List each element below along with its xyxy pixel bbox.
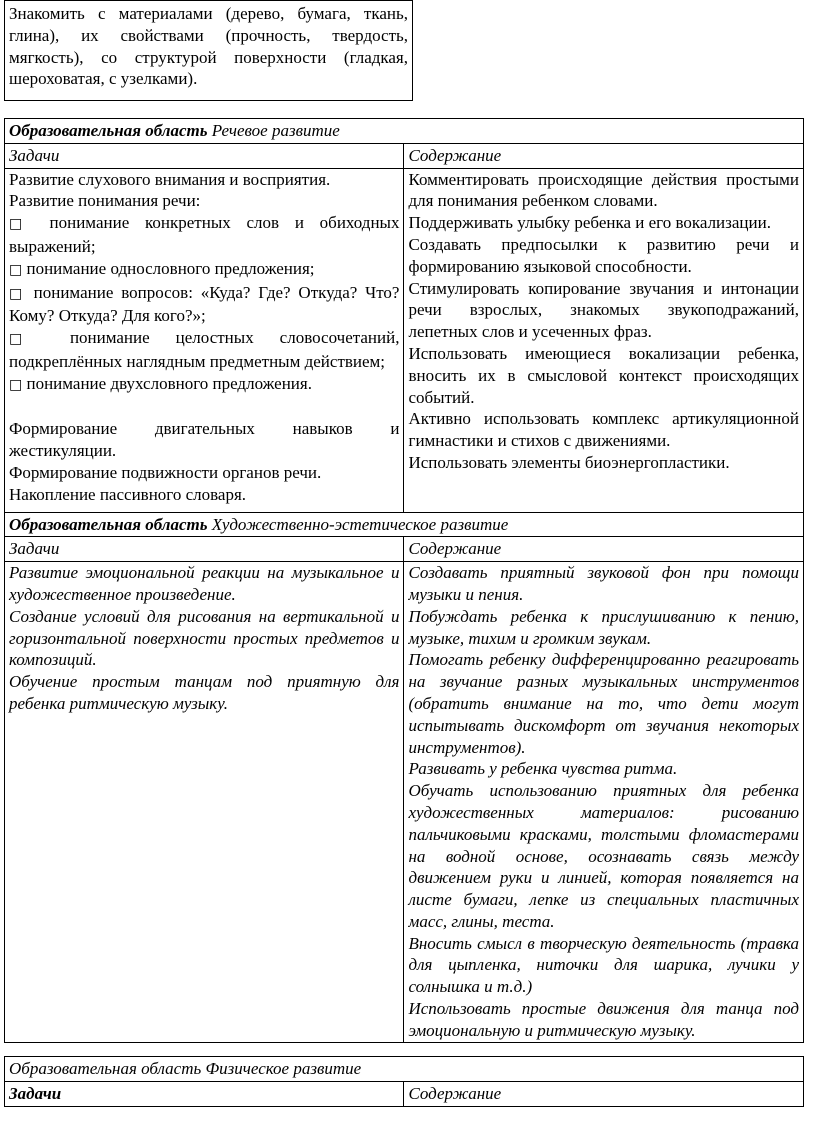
speech-tasks-cell <box>5 168 404 512</box>
speech-task-4 <box>9 258 399 282</box>
art-col-content: Содержание <box>404 537 804 562</box>
art-task-2: Создание условий для рисования на вертикальной и горизонтальной поверхности простых предметов и композиций. <box>9 606 400 670</box>
art-tasks-cell <box>5 562 404 1043</box>
speech-body-row <box>5 168 804 512</box>
speech-area-label: Образовательная область <box>9 121 208 140</box>
art-area-label: Образовательная область <box>9 514 208 534</box>
speech-task-5 <box>9 282 399 328</box>
art-columns-row <box>5 537 804 562</box>
speech-task-7 <box>9 373 399 397</box>
art-content-6: Вносить смысл в творческую деятельность (травка для цыпленка, ниточки для шарика, лучики у солнышка и т.д.) <box>408 933 799 997</box>
speech-task-5-text: понимание вопросов: «Куда? Где? Откуда? Что? Кому? Откуда? Для кого?»; <box>9 282 400 326</box>
physical-col-content: Содержание <box>404 1081 804 1106</box>
materials-cell <box>5 1 413 101</box>
art-content-cell <box>404 562 804 1043</box>
speech-task-3-text: понимание конкретных слов и обиходных выражений; <box>9 213 400 256</box>
speech-area-title <box>5 119 804 144</box>
top-table <box>4 0 413 101</box>
speech-task-6-text: понимание целостных словосочетаний, подкреплённых наглядным предметным действием; <box>9 328 400 371</box>
materials-text: Знакомить с материалами (дерево, бумага, ткань, глина), их свойствами (прочность, твердость, мягкость), со структурой поверхности (гладкая, шероховатая, с узелками). <box>9 4 408 89</box>
art-task-1: Развитие эмоциональной реакции на музыкальное и художественное произведение. <box>9 563 400 604</box>
speech-area-name: Речевое развитие <box>211 121 340 140</box>
art-col-tasks: Задачи <box>5 537 404 562</box>
art-area-name: Художественно-эстетическое развитие <box>211 514 509 534</box>
square-bullet-icon: □ <box>9 285 26 302</box>
speech-task-7-text: понимание двухсловного предложения. <box>22 373 312 393</box>
speech-task-1: Развитие слухового внимания и восприятия. <box>9 169 331 189</box>
speech-content-7: Использовать элементы биоэнергопластики. <box>408 452 730 472</box>
physical-table <box>4 1056 804 1107</box>
speech-task-11: Накопление пассивного словаря. <box>9 484 247 504</box>
art-content-5: Обучать использованию приятных для ребенка художественных материалов: рисованию пальчиковыми красками, толстыми фломастерами на водной основе, осознавать связь между движением руки и линией, которая появляется на листе бумаги, лепке из специальных пластичных масс, глины, теста. <box>408 781 799 931</box>
speech-content-2: Поддерживать улыбку ребенка и его вокализации. <box>408 213 771 233</box>
art-content-3: Помогать ребенку дифференцированно реагировать на звучание разных музыкальных инструментов (обратить внимание на то, что дети могут испытывать дискомфорт от звучания некоторых инструментов). <box>408 650 799 757</box>
physical-col-tasks: Задачи <box>5 1081 404 1106</box>
physical-area-title: Образовательная область Физическое развитие <box>5 1057 804 1082</box>
square-bullet-icon: □ <box>9 376 23 393</box>
art-content-7: Использовать простые движения для танца под эмоциональную и ритмическую музыку. <box>408 999 799 1040</box>
speech-task-2: Развитие понимания речи: <box>9 191 201 211</box>
speech-content-5: Использовать имеющиеся вокализации ребенка, вносить их в смысловой контекст происходящих событий. <box>408 343 799 407</box>
speech-content-1: Комментировать происходящие действия простыми для понимания ребенком словами. <box>408 169 799 211</box>
main-table <box>4 118 804 1043</box>
art-task-3: Обучение простым танцам под приятную для ребенка ритмическую музыку. <box>9 672 400 713</box>
speech-content-6: Активно использовать комплекс артикуляционной гимнастики и стихов с движениями. <box>408 409 799 451</box>
speech-task-blank <box>9 397 399 419</box>
square-bullet-icon: □ <box>9 216 34 233</box>
speech-task-6 <box>9 327 399 373</box>
speech-columns-row <box>5 143 804 168</box>
speech-area-row <box>5 119 804 144</box>
speech-task-4-text: понимание однословного предложения; <box>22 258 315 278</box>
speech-content-3: Создавать предпосылки к развитию речи и формированию языковой способности. <box>408 234 799 276</box>
square-bullet-icon: □ <box>9 331 44 348</box>
art-area-title <box>5 512 804 537</box>
square-bullet-icon: □ <box>9 261 23 278</box>
speech-task-3 <box>9 212 399 258</box>
speech-content-4: Стимулировать копирование звучания и интонации речи взрослых, знакомых звукоподражаний, лепетных слов и усеченных фраз. <box>408 278 799 342</box>
art-content-4: Развивать у ребенка чувства ритма. <box>408 759 678 779</box>
speech-col-tasks: Задачи <box>5 143 404 168</box>
art-content-2: Побуждать ребенка к прислушиванию к пению, музыке, тихим и громким звукам. <box>408 606 799 648</box>
speech-content-cell <box>404 168 804 512</box>
art-content-1: Создавать приятный звуковой фон при помощи музыки и пения. <box>408 563 799 604</box>
art-body-row <box>5 562 804 1043</box>
speech-task-10: Формирование подвижности органов речи. <box>9 462 322 482</box>
speech-col-content: Содержание <box>404 143 804 168</box>
physical-columns-row <box>5 1081 804 1106</box>
art-area-row <box>5 512 804 537</box>
speech-task-9: Формирование двигательных навыков и жестикуляции. <box>9 419 400 461</box>
physical-area-row <box>5 1057 804 1082</box>
